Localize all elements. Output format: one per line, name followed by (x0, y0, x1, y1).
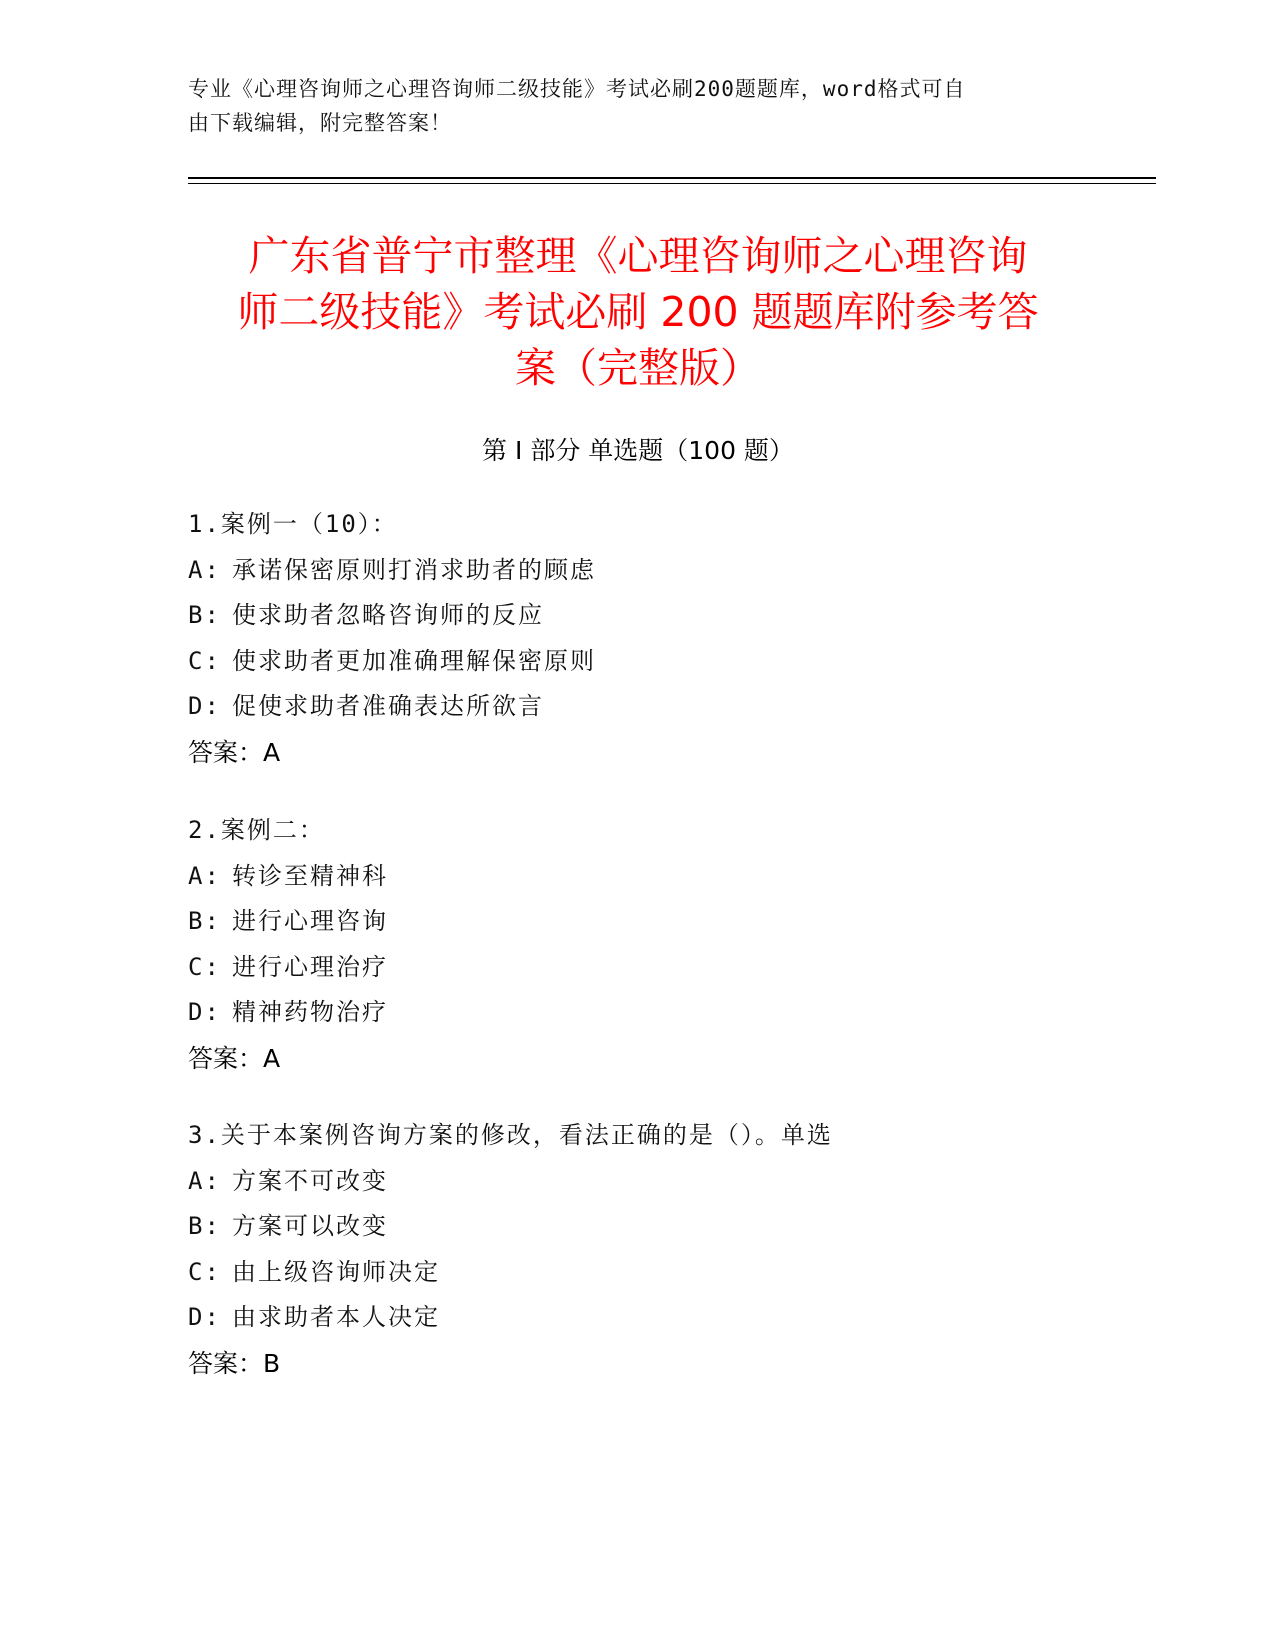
option-a (188, 548, 1088, 594)
document-title (188, 228, 1088, 396)
option-key: B: (188, 907, 221, 935)
header-divider-thick (188, 177, 1156, 179)
answer-line: 答案：B (188, 1348, 281, 1378)
option-text: 由求助者本人决定 (232, 1303, 440, 1331)
option-text: 方案不可改变 (232, 1166, 388, 1195)
option-text: 促使求助者准确表达所欲言 (232, 692, 544, 720)
document-title-line-2: 师二级技能》考试必刷 200 题题库附参考答 (237, 288, 1039, 336)
option-text: 方案可以改变 (232, 1212, 388, 1240)
option-d (188, 684, 1088, 730)
answer-line: 答案：A (188, 737, 281, 767)
option-text: 承诺保密原则打消求助者的顾虑 (232, 555, 596, 584)
option-text: 转诊至精神科 (232, 861, 388, 890)
option-d (188, 1295, 1088, 1341)
option-key: B: (188, 601, 221, 629)
document-title-line-3: 案（完整版） (515, 344, 761, 392)
question-block (188, 1113, 1088, 1386)
answer-line: 答案：A (188, 1043, 281, 1073)
option-key: D: (188, 692, 221, 720)
header-note-line-2: 由下载编辑，附完整答案！ (188, 111, 452, 135)
option-key: B: (188, 1212, 221, 1240)
option-c (188, 1250, 1088, 1296)
header-note (188, 72, 1068, 140)
question-stem: 3.关于本案例咨询方案的修改，看法正确的是（）。单选 (188, 1121, 833, 1149)
option-key: D: (188, 998, 221, 1026)
option-b (188, 593, 1088, 639)
option-c (188, 945, 1088, 991)
option-a (188, 1159, 1088, 1205)
option-key: C: (188, 646, 221, 675)
option-key: A: (188, 861, 221, 890)
option-text: 由上级咨询师决定 (232, 1257, 440, 1286)
option-c (188, 639, 1088, 685)
header-divider-thin (188, 183, 1156, 184)
option-key: A: (188, 1166, 221, 1195)
option-text: 进行心理咨询 (232, 907, 388, 935)
question-stem: 2.案例二： (188, 816, 325, 844)
question-block (188, 502, 1088, 775)
option-a (188, 854, 1088, 900)
option-text: 使求助者忽略咨询师的反应 (232, 601, 544, 629)
option-text: 使求助者更加准确理解保密原则 (232, 646, 596, 675)
option-key: A: (188, 555, 221, 584)
option-text: 精神药物治疗 (232, 998, 388, 1026)
document-title-line-1: 广东省普宁市整理《心理咨询师之心理咨询 (248, 232, 1028, 280)
option-d (188, 990, 1088, 1036)
question-block (188, 808, 1088, 1081)
option-key: C: (188, 952, 221, 981)
section-heading: 第 I 部分 单选题（100 题） (482, 436, 794, 465)
header-note-line-1: 专业《心理咨询师之心理咨询师二级技能》考试必刷200题题库，word格式可自 (188, 77, 966, 101)
option-b (188, 899, 1088, 945)
option-text: 进行心理治疗 (232, 952, 388, 981)
option-key: C: (188, 1257, 221, 1286)
option-key: D: (188, 1303, 221, 1331)
option-b (188, 1204, 1088, 1250)
question-stem: 1.案例一（10）： (188, 510, 398, 538)
